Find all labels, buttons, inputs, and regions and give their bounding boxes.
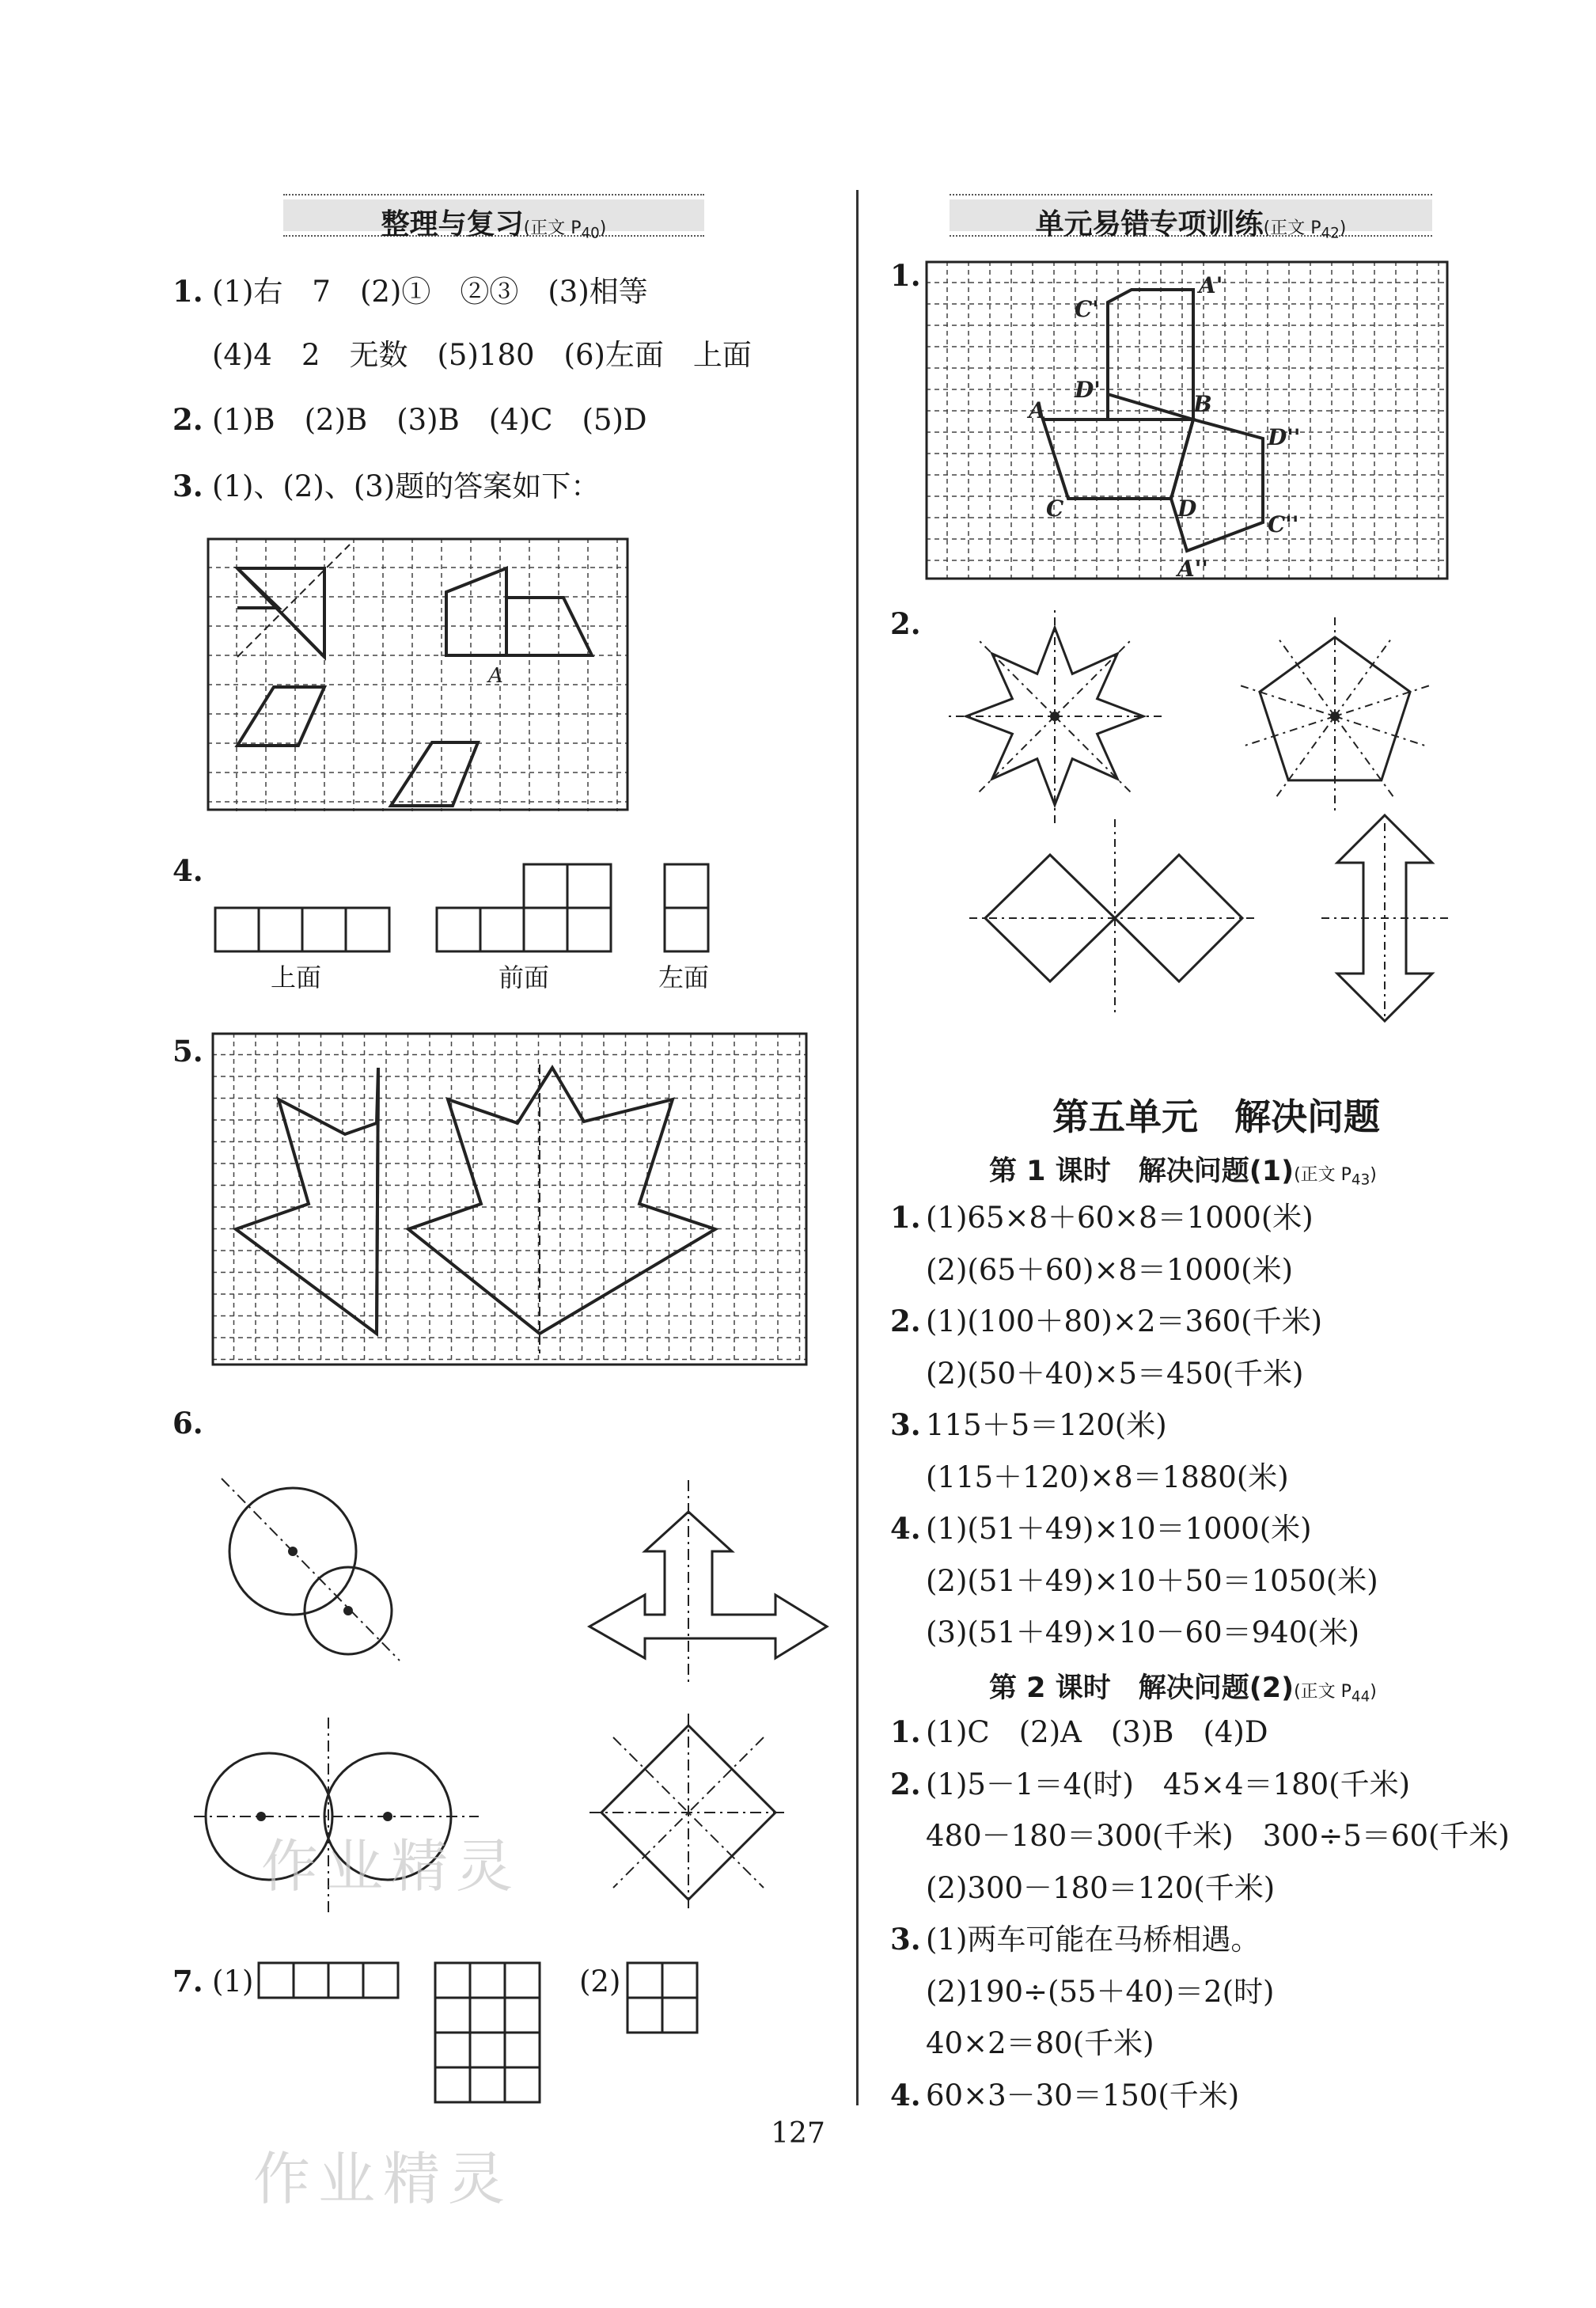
right-section-header: [950, 194, 1432, 242]
answer-number: 3.: [890, 1407, 921, 1442]
q1-line1: (1)右 7 (2)① ②③ (3)相等: [212, 275, 648, 309]
r-q1-point-label: A'': [1177, 556, 1208, 582]
page-number: 127: [771, 2117, 825, 2150]
lesson1-title: 第 1 课时 解决问题(1)(正文 $P_{43}$): [989, 1156, 1377, 1189]
q4-caption-top: 上面: [271, 962, 322, 993]
r-q1-point-label: C'': [1268, 511, 1299, 537]
left-section-header: [283, 194, 704, 242]
answer-line: (1)(51＋49)×10＝1000(米): [926, 1512, 1312, 1546]
q3-number: 3.: [172, 469, 203, 503]
q7-part1-label: (1): [212, 1964, 254, 1999]
q7-figures: [257, 1959, 700, 2117]
answer-line: (1)5－1＝4(时) 45×4＝180(千米): [926, 1767, 1411, 1801]
answer-line: (1)C (2)A (3)B (4)D: [926, 1715, 1268, 1749]
answer-number: 4.: [890, 2077, 921, 2113]
answer-number: 2.: [890, 1766, 921, 1801]
r-q1-point-label: B: [1193, 391, 1212, 417]
r-q1-point-label: D'': [1268, 424, 1301, 450]
unit5-title: 第五单元 解决问题: [1052, 1095, 1380, 1138]
q7-part2-label: (2): [579, 1964, 621, 1999]
answer-line: (2)300－180＝120(千米): [926, 1870, 1276, 1905]
watermark: 作业精灵: [253, 2146, 514, 2212]
q1-number: 1.: [172, 274, 203, 309]
q2-number: 2.: [172, 402, 203, 437]
column-divider: [856, 190, 859, 2105]
answer-line: (2)(51＋49)×10＋50＝1050(米): [926, 1563, 1378, 1598]
r-q1-point-label: C: [1046, 495, 1064, 522]
answer-number: 1.: [890, 1714, 921, 1749]
answer-line: (1)(100＋80)×2＝360(千米): [926, 1304, 1323, 1338]
q4-number: 4.: [172, 853, 203, 888]
r-q1-point-label: A': [1199, 272, 1223, 298]
q2-text: (1)B (2)B (3)B (4)C (5)D: [212, 403, 647, 437]
left-header-title: 整理与复习: [381, 208, 524, 241]
answer-line: 115＋5＝120(米): [926, 1408, 1167, 1442]
q6-number: 6.: [172, 1406, 203, 1441]
r-q1-point-label: C': [1075, 296, 1099, 322]
answer-number: 1.: [890, 1200, 921, 1235]
right-header-ref: (正文 $P_{42}$): [1263, 218, 1347, 242]
r-q2-symmetry-figure: [922, 621, 1460, 1065]
answer-line: (1)两车可能在马桥相遇。: [926, 1923, 1260, 1957]
q4-caption-front: 前面: [499, 962, 550, 993]
r-q1-point-label: A: [1029, 397, 1046, 423]
q3-grid-figure: [207, 538, 628, 811]
q7-number: 7.: [172, 1964, 203, 1999]
q3-label-a: A: [488, 664, 503, 688]
answer-line: 480－180＝300(千米) 300÷5＝60(千米): [926, 1819, 1510, 1853]
r-q1-grid-figure: [926, 261, 1448, 582]
r-q1-point-label: D': [1075, 377, 1101, 403]
answer-line: (2)(65＋60)×8＝1000(米): [926, 1252, 1294, 1287]
watermark: 作业精灵: [261, 1833, 521, 1900]
q4-views-figure: [214, 863, 720, 958]
left-header-ref: (正文 $P_{40}$): [523, 218, 607, 242]
answer-number: 4.: [890, 1511, 921, 1546]
answer-line: 60×3－30＝150(千米): [926, 2078, 1240, 2113]
answer-number: 3.: [890, 1922, 921, 1957]
q5-number: 5.: [172, 1034, 203, 1069]
answer-line: (3)(51＋49)×10－60＝940(米): [926, 1615, 1360, 1649]
q5-grid-figure: [212, 1033, 807, 1365]
right-header-title: 单元易错专项训练: [1035, 208, 1264, 241]
answer-line: (115＋120)×8＝1880(米): [926, 1460, 1289, 1494]
answer-line: 40×2＝80(千米): [926, 2026, 1154, 2060]
r-q2-number: 2.: [890, 606, 921, 641]
r-q1-point-label: D: [1177, 495, 1197, 522]
answer-line: (2)190÷(55＋40)＝2(时): [926, 1974, 1275, 2009]
answer-line: (2)(50＋40)×5＝450(千米): [926, 1356, 1304, 1391]
lesson2-title: 第 2 课时 解决问题(2)(正文 $P_{44}$): [989, 1672, 1377, 1706]
q4-caption-left: 左面: [658, 962, 710, 993]
r-q1-number: 1.: [890, 258, 921, 293]
answer-line: (1)65×8＋60×8＝1000(米): [926, 1201, 1314, 1235]
q3-text: (1)、(2)、(3)题的答案如下：: [212, 469, 601, 503]
answer-number: 2.: [890, 1304, 921, 1338]
q1-line2: (4)4 2 无数 (5)180 (6)左面 上面: [212, 338, 752, 372]
